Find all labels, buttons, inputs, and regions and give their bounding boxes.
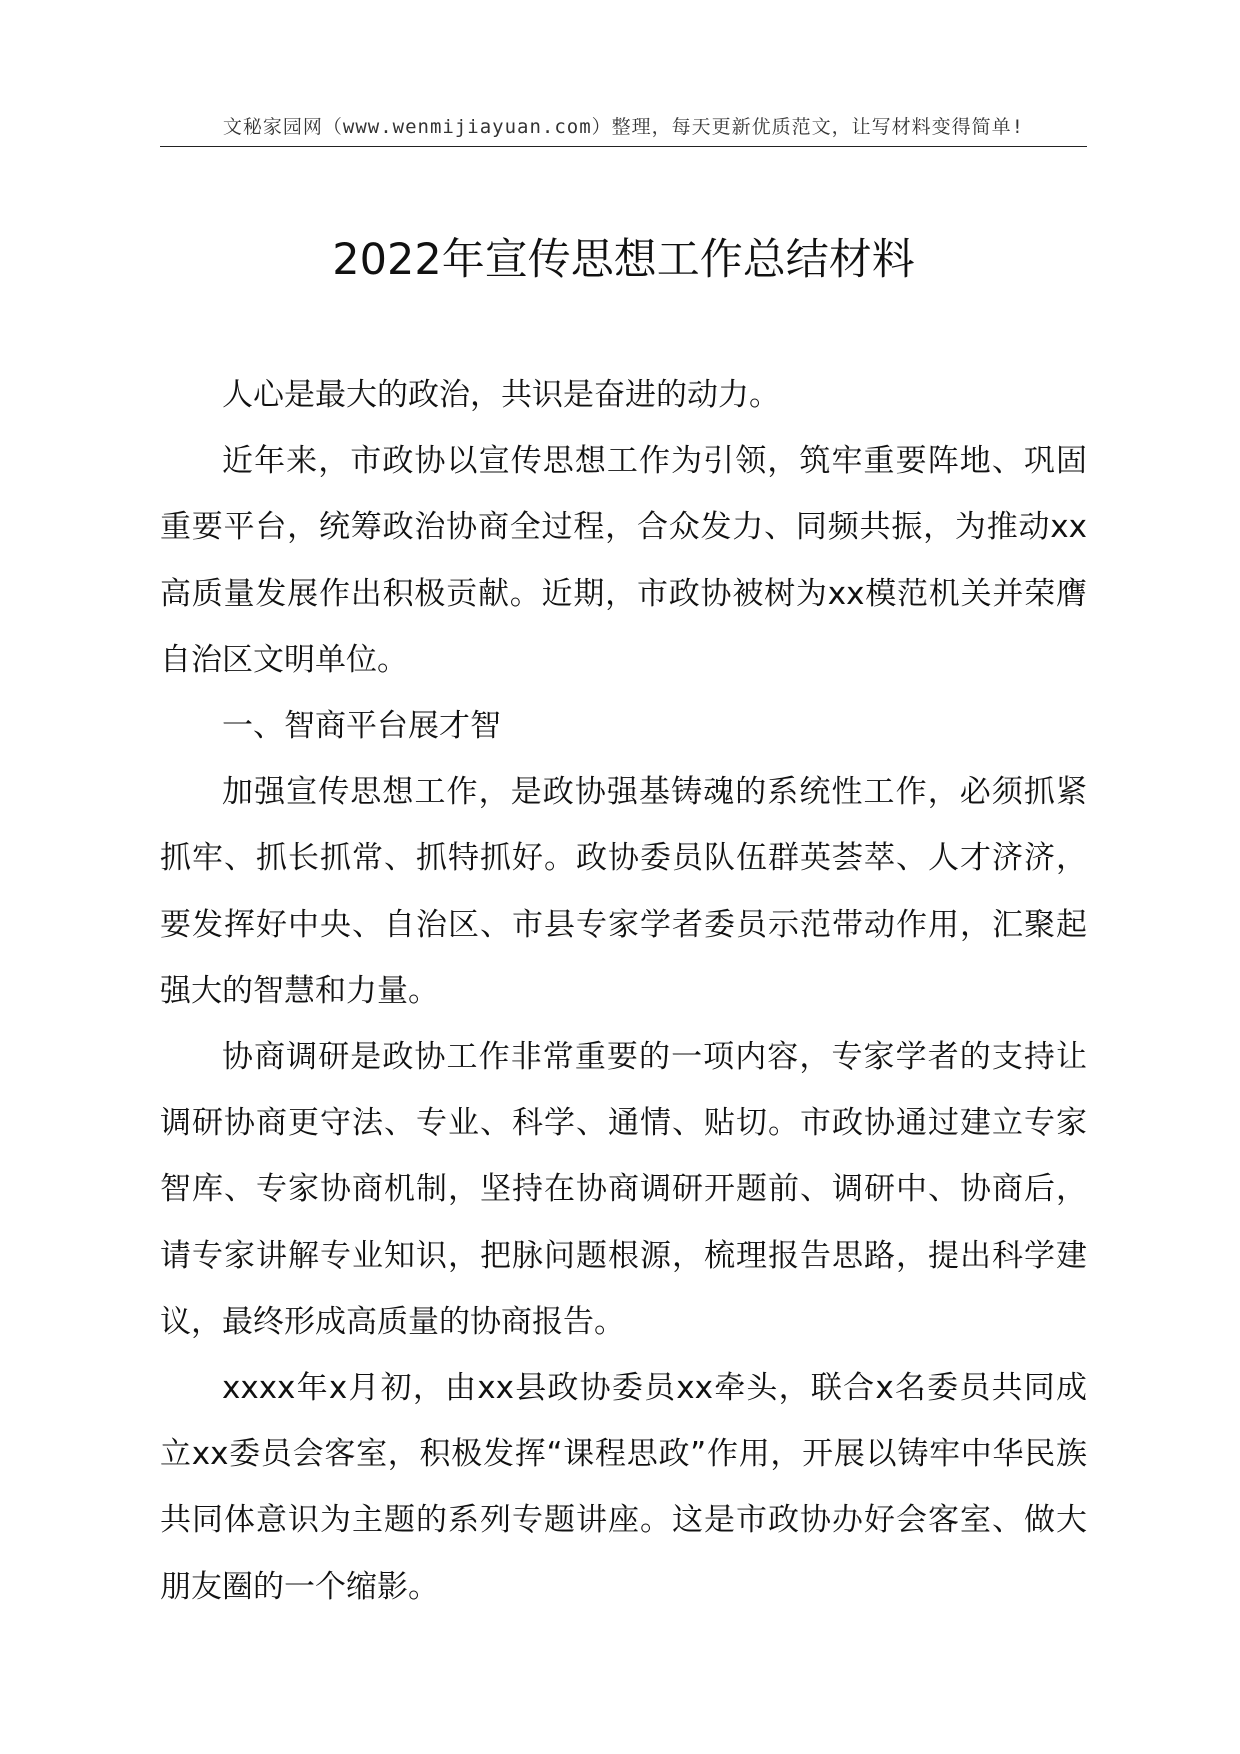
header-divider <box>160 146 1087 147</box>
document-title: 2022年宣传思想工作总结材料 <box>332 235 915 285</box>
body-paragraph: 人心是最大的政治，共识是奋进的动力。 <box>222 377 780 413</box>
body-paragraph: 加强宣传思想工作，是政协强基铸魂的系统性工作，必须抓紧抓牢、抓长抓常、抓特抓好。政协委员队伍群英荟萃、人才济济，要发挥好中央、自治区、市县专家学者委员示范带动作用，汇聚起强大的智慧和力量。 <box>160 774 1087 1009</box>
page-header: 文秘家园网（www.wenmijiayuan.com）整理，每天更新优质范文，让写材料变得简单! <box>222 116 1025 138</box>
body-paragraph: 协商调研是政协工作非常重要的一项内容，专家学者的支持让调研协商更守法、专业、科学、通情、贴切。市政协通过建立专家智库、专家协商机制，坚持在协商调研开题前、调研中、协商后，请专家讲解专业知识，把脉问题根源，梳理报告思路，提出科学建议，最终形成高质量的协商报告。 <box>160 1039 1087 1340</box>
document-body <box>160 362 1087 1620</box>
body-paragraph: xxxx年x月初，由xx县政协委员xx牵头，联合x名委员共同成立xx委员会客室，积极发挥“课程思政”作用，开展以铸牢中华民族共同体意识为主题的系列专题讲座。这是市政协办好会客室、做大朋友圈的一个缩影。 <box>160 1370 1087 1605</box>
body-paragraph: 近年来，市政协以宣传思想工作为引领，筑牢重要阵地、巩固重要平台，统筹政治协商全过程，合众发力、同频共振，为推动xx高质量发展作出积极贡献。近期，市政协被树为xx模范机关并荣膺自治区文明单位。 <box>160 443 1087 678</box>
section-heading: 一、智商平台展才智 <box>222 708 501 745</box>
